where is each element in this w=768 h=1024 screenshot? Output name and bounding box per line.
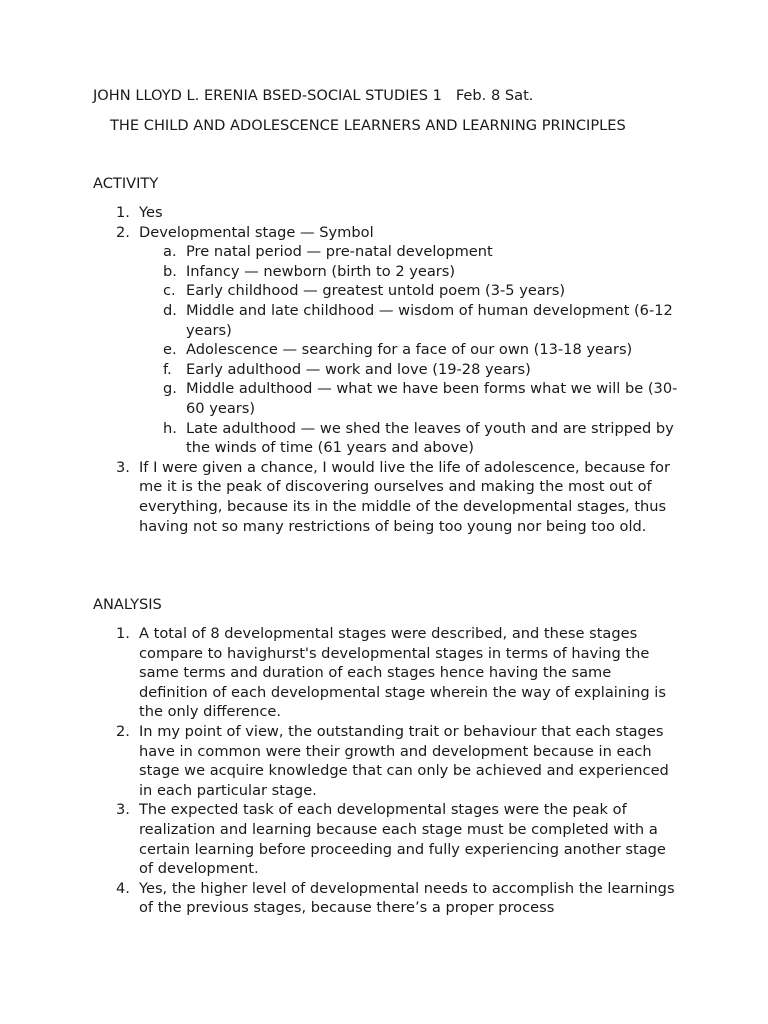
analysis-item-text: In my point of view, the outstanding trait or behaviour that each stages have in common were their growth and development because in each stage we acquire knowledge that can only be achieved and experienced in each particular stage.	[139, 722, 669, 799]
analysis-list	[116, 624, 684, 918]
analysis-item-3	[116, 800, 684, 878]
activity-item-2	[116, 223, 684, 458]
stage-text: Infancy — newborn (birth to 2 years)	[186, 262, 456, 280]
activity-item-text: If I were given a chance, I would live the life of adolescence, because for me it is the peak of discovering ourselves and making the most out of everything, because its in the middle of the developmental stages, thus having not so many restrictions of being too young nor being too old.	[139, 458, 670, 535]
stage-text: Late adulthood — we shed the leaves of youth and are stripped by the winds of time (61 years and above)	[186, 419, 674, 457]
list-number: 3.	[116, 458, 130, 476]
stage-item-h	[163, 419, 684, 458]
stage-text: Early childhood — greatest untold poem (3-5 years)	[186, 282, 566, 300]
stage-text: Pre natal period — pre-natal development	[186, 243, 493, 261]
stage-item-e	[163, 340, 684, 360]
analysis-item-text: The expected task of each developmental stages were the peak of realization and learning because each stage must be completed with a certain learning before proceeding and fully experiencing another stage of development.	[139, 801, 666, 878]
stage-text: Middle and late childhood — wisdom of human development (6-12 years)	[186, 301, 673, 339]
analysis-heading	[93, 595, 162, 615]
list-number: 1.	[116, 625, 130, 642]
developmental-stages-list	[163, 242, 684, 458]
list-letter: a.	[163, 243, 177, 261]
list-number: 1.	[116, 204, 130, 221]
list-letter: f.	[163, 360, 172, 378]
list-letter: e.	[163, 341, 177, 359]
document-title: THE CHILD AND ADOLESCENCE LEARNERS AND LEARNING PRINCIPLES	[110, 117, 626, 134]
stage-item-g	[163, 379, 684, 418]
stage-text: Early adulthood — work and love (19-28 years)	[186, 360, 531, 378]
list-letter: b.	[163, 262, 177, 280]
list-number: 2.	[116, 722, 130, 740]
list-letter: c.	[163, 282, 176, 300]
stage-text: Adolescence — searching for a face of our own (13-18 years)	[186, 341, 633, 359]
list-letter: d.	[163, 301, 177, 319]
activity-item-3	[116, 458, 684, 536]
activity-item-1	[116, 203, 684, 223]
activity-item-text: Yes	[139, 204, 163, 221]
analysis-heading-text: ANALYSIS	[93, 596, 162, 613]
activity-list	[116, 203, 684, 536]
stage-item-f	[163, 360, 684, 380]
stage-item-a	[163, 242, 684, 262]
activity-item-text: Developmental stage — Symbol	[139, 223, 374, 241]
stage-item-c	[163, 281, 684, 301]
stage-item-b	[163, 262, 684, 282]
list-letter: h.	[163, 419, 177, 437]
author-line: JOHN LLOYD L. ERENIA BSED-SOCIAL STUDIES 1 Feb. 8 Sat.	[93, 87, 534, 104]
analysis-item-1	[116, 624, 684, 722]
analysis-item-text: Yes, the higher level of developmental needs to accomplish the learnings of the previous stages, because there’s a proper process	[139, 879, 675, 917]
stage-item-d	[163, 301, 684, 340]
list-letter: g.	[163, 380, 177, 398]
activity-heading	[93, 174, 158, 194]
list-number: 2.	[116, 223, 130, 241]
analysis-item-4	[116, 879, 684, 918]
list-number: 4.	[116, 879, 130, 897]
list-number: 3.	[116, 801, 130, 819]
activity-heading-text: ACTIVITY	[93, 175, 159, 192]
analysis-item-2	[116, 722, 684, 800]
analysis-item-text: A total of 8 developmental stages were described, and these stages compare to havighurst's developmental stages in terms of having the same terms and duration of each stages hence having the same definition of each developmental stage wherein the way of explaining is the only difference.	[139, 625, 666, 721]
stage-text: Middle adulthood — what we have been forms what we will be (30-60 years)	[186, 380, 678, 417]
